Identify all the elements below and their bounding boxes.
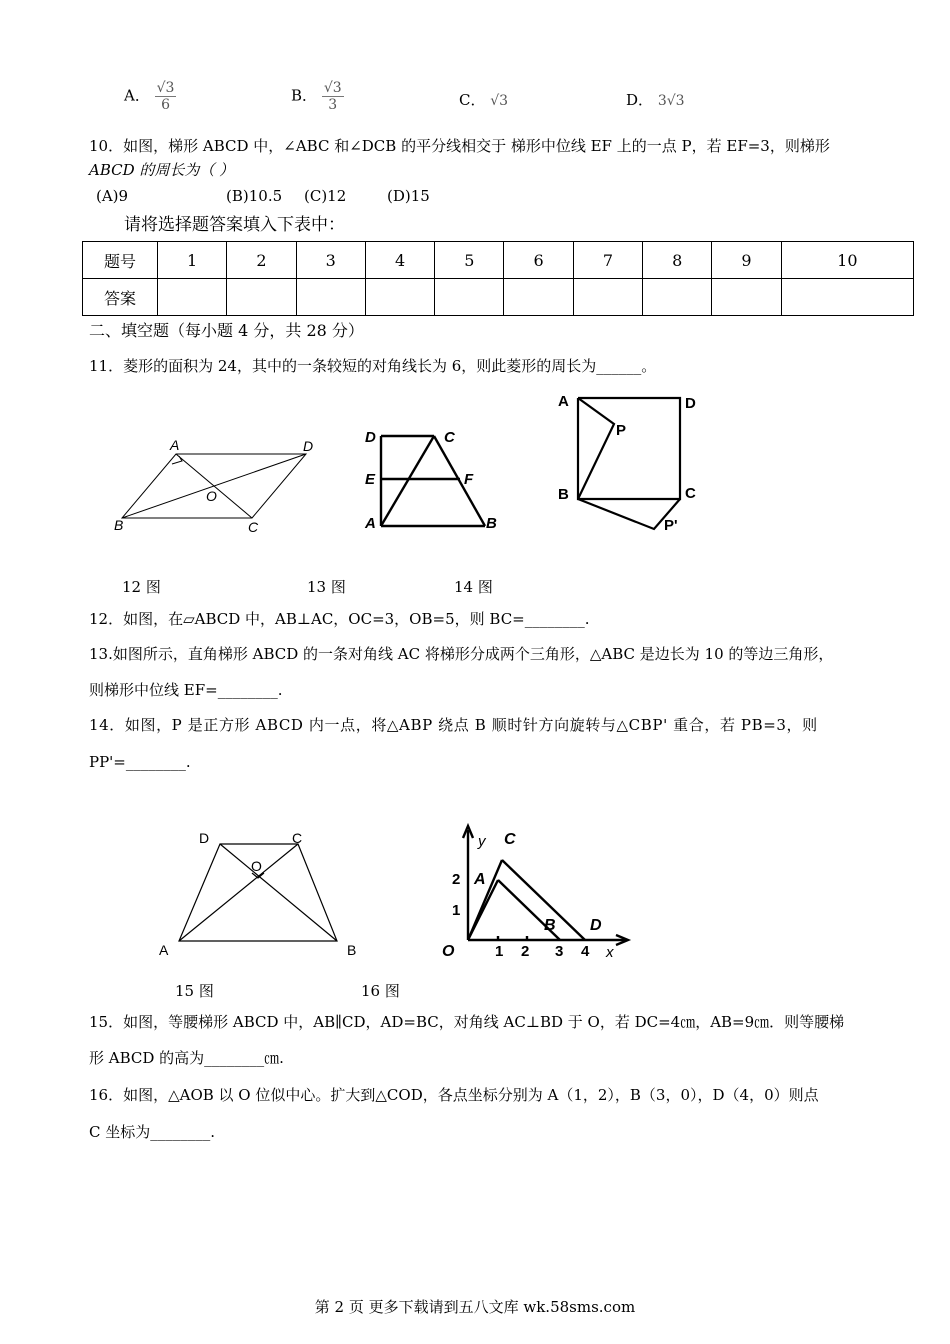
point-label: P [616,422,627,439]
q13-line1: 13.如图所示，直角梯形 ABCD 的一条对角线 AC 将梯形分成两个三角形，△ABC 是边长为 10 的等边三角形， [89,645,834,663]
point-label: O [251,858,262,874]
q9-option-a [124,80,176,113]
point-label: A [365,515,376,532]
point-label: C [504,831,516,848]
caption-fig14: 14 图 [454,578,493,596]
figure-12 [110,435,330,535]
q16-line2: C 坐标为________. [89,1123,216,1141]
caption-fig16: 16 图 [361,982,400,1000]
number-cell: 1 [158,242,227,279]
point-label: A [474,871,486,888]
fraction [155,80,177,113]
point-label: C [292,830,303,846]
q10-option-a: (A)9 [96,187,129,205]
q14-line2: PP'=________. [89,753,191,771]
number-cell: 7 [573,242,642,279]
option-label: B． [291,86,318,105]
numerator: √3 [156,80,175,96]
point-label: D [303,438,314,454]
axis-label: x [606,944,614,961]
q10-option-b: (B)10.5 [226,187,283,205]
q9-option-d [626,89,685,110]
point-label: O [442,943,455,960]
point-label: B [114,517,124,533]
q13-line2: 则梯形中位线 EF=________. [89,681,283,699]
point-label: A [170,437,180,453]
number-cell: 2 [227,242,296,279]
point-label: D [590,917,602,934]
numerator: √3 [323,80,342,96]
table-row [83,242,914,279]
answer-cell[interactable] [712,279,781,316]
point-label: C [685,485,696,502]
tick-label: 3 [555,943,564,960]
point-label: D [365,429,376,446]
point-label: A [558,393,569,410]
q10-option-d: (D)15 [387,187,430,205]
point-label: C [444,429,455,446]
answer-cell[interactable] [573,279,642,316]
page-footer: 第 2 页 更多下载请到五八文库 wk.58sms.com [314,1298,636,1316]
option-value: 3√3 [657,93,685,109]
q16-line1: 16．如图，△AOB 以 O 位似中心。扩大到△COD，各点坐标分别为 A（1，2），B（3，0），D（4，0）则点 [89,1086,819,1104]
caption-fig13: 13 图 [307,578,346,596]
point-label: D [199,830,210,846]
point-label: F [464,471,474,488]
number-cell: 3 [296,242,365,279]
q10-line1: 10．如图，梯形 ABCD 中，∠ABC 和∠DCB 的平分线相交于 梯形中位线 EF 上的一点 P，若 EF=3，则梯形 [89,137,830,155]
number-cell: 9 [712,242,781,279]
denominator: 6 [161,97,170,113]
point-label: B [347,942,357,958]
q15-line1: 15．如图，等腰梯形 ABCD 中，AB∥CD，AD=BC，对角线 AC⊥BD 于 O，若 DC=4㎝，AB=9㎝．则等腰梯 [89,1013,845,1031]
answer-cell[interactable] [781,279,913,316]
answer-cell[interactable] [227,279,296,316]
q12-text: 12．如图，在▱ABCD 中，AB⊥AC，OC=3，OB=5，则 BC=________. [89,610,590,628]
figure-14 [550,385,720,545]
number-cell: 10 [781,242,913,279]
tick-label: 2 [452,871,461,888]
tick-label: 1 [452,902,461,919]
figure-15 [155,825,370,965]
axis-label: y [478,833,486,850]
option-value: √3 [490,93,509,109]
tick-label: 4 [581,943,590,960]
answer-label-cell: 答案 [83,279,158,316]
number-cell: 4 [365,242,434,279]
answer-cell[interactable] [504,279,573,316]
point-label: P' [664,517,678,534]
answer-cell[interactable] [435,279,504,316]
point-label: C [248,519,259,535]
q9-option-c [459,89,508,110]
q10-option-c: (C)12 [304,187,347,205]
point-label: B [486,515,497,532]
figure-16 [430,820,640,970]
point-label: A [159,942,169,958]
tick-label: 1 [495,943,504,960]
answer-cell[interactable] [296,279,365,316]
answer-cell[interactable] [365,279,434,316]
point-label: B [558,486,569,503]
point-label: D [685,395,696,412]
option-label: D． [626,91,654,109]
q15-line2: 形 ABCD 的高为________㎝. [89,1049,284,1067]
q14-line1: 14．如图，P 是正方形 ABCD 内一点，将△ABP 绕点 B 顺时针方向旋转与△CBP' 重合，若 PB=3，则 [89,716,818,734]
point-label: B [544,917,556,934]
answer-cell[interactable] [158,279,227,316]
answer-cell[interactable] [643,279,712,316]
caption-fig15: 15 图 [175,982,214,1000]
q10-line2: ABCD 的周长为（ ） [89,161,235,179]
point-label: E [365,471,376,488]
option-label: C． [459,91,486,109]
figure-13 [360,425,510,535]
section2-title: 二、填空题（每小题 4 分，共 28 分） [89,321,364,340]
answer-table [82,241,914,316]
denominator: 3 [328,97,338,113]
q11-text: 11．菱形的面积为 24，其中的一条较短的对角线长为 6，则此菱形的周长为______。 [89,357,657,375]
answer-prompt: 请将选择题答案填入下表中： [124,215,345,235]
number-cell: 8 [643,242,712,279]
header-label-cell: 题号 [83,242,158,279]
caption-fig12: 12 图 [122,578,161,596]
tick-label: 2 [521,943,530,960]
option-label: A． [124,86,150,105]
fraction [322,80,344,113]
table-row [83,279,914,316]
number-cell: 6 [504,242,573,279]
point-label: O [206,488,217,504]
number-cell: 5 [435,242,504,279]
q9-option-b [291,80,344,113]
